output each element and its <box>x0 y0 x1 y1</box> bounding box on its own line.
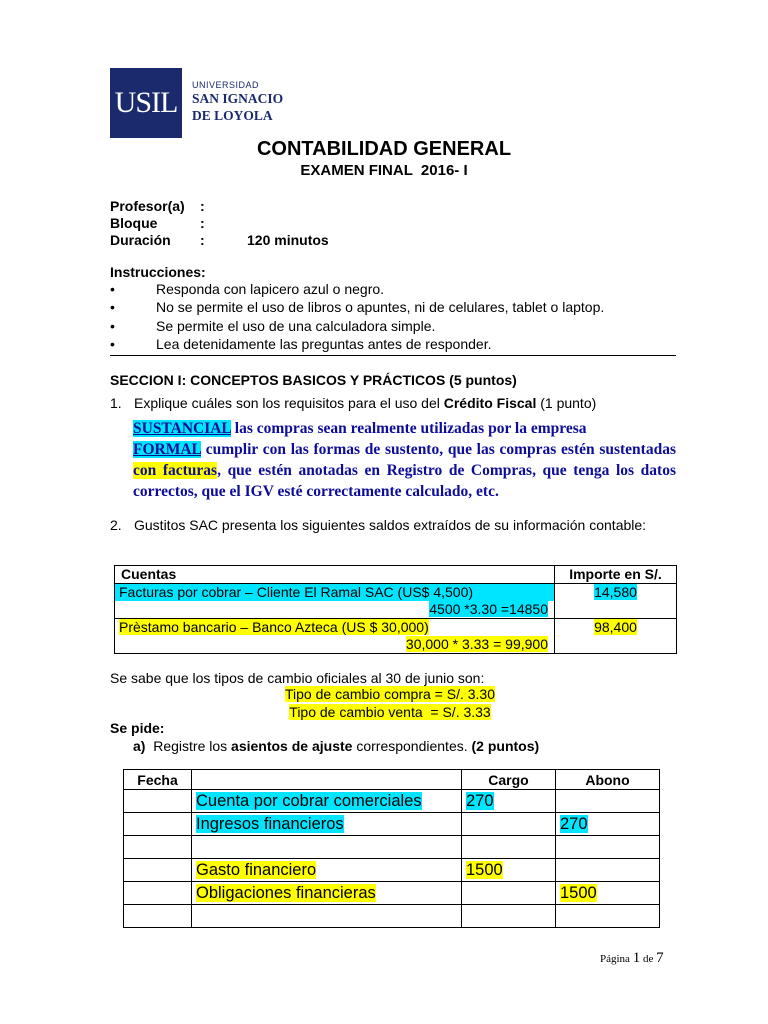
fecha-cell <box>124 836 192 859</box>
cargo-cell <box>462 813 556 836</box>
exchange-venta: Tipo de cambio venta = S/. 3.33 <box>289 704 491 720</box>
document-subtitle: EXAMEN FINAL 2016- I <box>300 162 468 179</box>
table-row <box>124 813 660 836</box>
abono-cell: 270 <box>556 813 660 836</box>
account-cell: Prèstamo bancario – Banco Azteca (US $ 30,000) 30,000 * 3.33 = 99,900 <box>115 619 555 654</box>
instruction-item: • No se permite el uso de libros o apuntes, ni de celulares, tablet o laptop. <box>110 299 605 315</box>
table-row <box>124 859 660 882</box>
account-cell: Facturas por cobrar – Cliente El Ramal SAC (US$ 4,500) 4500 *3.30 =14850 <box>115 584 555 619</box>
bullet-icon: • <box>110 318 115 334</box>
calc-note: 30,000 * 3.33 = 99,900 <box>405 636 548 652</box>
question-text: Explique cuáles son los requisitos para el uso del Crédito Fiscal (1 punto) <box>134 395 597 411</box>
document-title: CONTABILIDAD GENERAL <box>256 138 512 160</box>
column-header: Cuentas <box>115 566 555 584</box>
part-letter: a) <box>133 738 146 754</box>
instructions-title: Instrucciones: <box>110 264 206 280</box>
exchange-intro: Se sabe que los tipos de cambio oficiales al 30 de junio son: <box>110 670 485 686</box>
table-header-row <box>124 770 660 790</box>
logo-line-2: SAN IGNACIO <box>192 91 284 106</box>
instruction-item: • Responda con lapicero azul o negro. <box>110 281 385 297</box>
table-header-row <box>115 566 677 584</box>
table-row <box>115 584 677 619</box>
instruction-item: • Se permite el uso de una calculadora simple. <box>110 318 436 334</box>
cargo-cell <box>462 882 556 905</box>
highlighted-text: con facturas <box>133 462 218 479</box>
column-header-cuenta <box>192 770 462 790</box>
abono-cell <box>556 790 660 813</box>
cargo-cell <box>462 905 556 928</box>
section-title: SECCION I: CONCEPTOS BASICOS Y PRÁCTICOS (5 puntos) <box>110 372 517 388</box>
profesor-label: Profesor(a) <box>110 198 185 214</box>
column-header: Importe en S/. <box>555 566 677 584</box>
calc-note: 4500 *3.30 =14850 <box>429 601 548 617</box>
question-2 <box>110 516 676 534</box>
profesor-colon: : <box>200 198 205 214</box>
bullet-icon: • <box>110 299 115 315</box>
table-row <box>124 836 660 859</box>
cargo-cell: 270 <box>462 790 556 813</box>
cuenta-cell: Gasto financiero <box>192 859 462 882</box>
column-header-abono: Abono <box>556 770 660 790</box>
cuenta-cell <box>192 905 462 928</box>
abono-cell <box>556 859 660 882</box>
university-logo <box>110 68 296 138</box>
amount-cell: 14,580 <box>555 584 677 619</box>
bullet-icon: • <box>110 336 115 352</box>
question-number: 1. <box>110 395 122 411</box>
bloque-label: Bloque <box>110 215 158 231</box>
column-header-cargo: Cargo <box>462 770 556 790</box>
column-header-fecha: Fecha <box>124 770 192 790</box>
fecha-cell <box>124 859 192 882</box>
table-row <box>124 905 660 928</box>
cuenta-cell: Ingresos financieros <box>192 813 462 836</box>
table-row <box>124 790 660 813</box>
cuenta-cell: Obligaciones financieras <box>192 882 462 905</box>
cuenta-cell: Cuenta por cobrar comerciales <box>192 790 462 813</box>
bullet-icon: • <box>110 281 115 297</box>
instruction-item: • Lea detenidamente las preguntas antes de responder. <box>110 336 492 352</box>
bloque-colon: : <box>200 215 205 231</box>
duracion-colon: : <box>200 232 205 248</box>
fecha-cell <box>124 905 192 928</box>
fecha-cell <box>124 790 192 813</box>
exchange-compra: Tipo de cambio compra = S/. 3.30 <box>285 686 495 702</box>
part-a: a) Registre los asientos de ajuste correspondientes. (2 puntos) <box>133 738 540 754</box>
logo-line-1: UNIVERSIDAD <box>192 80 260 90</box>
journal-table <box>123 769 660 928</box>
logo-line-3: DE LOYOLA <box>192 108 273 123</box>
se-pide-label: Se pide: <box>110 720 165 736</box>
usil-monogram: USIL <box>110 68 182 138</box>
cargo-cell: 1500 <box>462 859 556 882</box>
abono-cell <box>556 836 660 859</box>
table-row <box>115 619 677 654</box>
balances-table <box>114 565 677 654</box>
formal-label: FORMAL <box>133 441 202 458</box>
fecha-cell <box>124 882 192 905</box>
page-number: Página 1 de 7 <box>600 950 664 966</box>
question-number: 2. <box>110 517 122 533</box>
amount-cell: 98,400 <box>555 619 677 654</box>
duracion-label: Duración <box>110 232 171 248</box>
sustancial-label: SUSTANCIAL <box>133 420 231 437</box>
abono-cell: 1500 <box>556 882 660 905</box>
fecha-cell <box>124 813 192 836</box>
cuenta-cell <box>192 836 462 859</box>
logo-text <box>192 80 283 124</box>
duracion-value: 120 minutos <box>247 232 329 248</box>
table-row <box>124 882 660 905</box>
question-text: Gustitos SAC presenta los siguientes saldos extraídos de su información contable: <box>134 517 647 533</box>
cargo-cell <box>462 836 556 859</box>
handwritten-answer: SUSTANCIAL las compras sean realmente utilizadas por la empresa FORMAL cumplir con las formas de sustento, que las compras estén sustentadas con facturas, que estén anotadas en Registro de Compras, que tenga los datos correctos, que el IGV esté correctamente calculado, etc. <box>133 420 676 500</box>
abono-cell <box>556 905 660 928</box>
divider <box>110 355 676 356</box>
